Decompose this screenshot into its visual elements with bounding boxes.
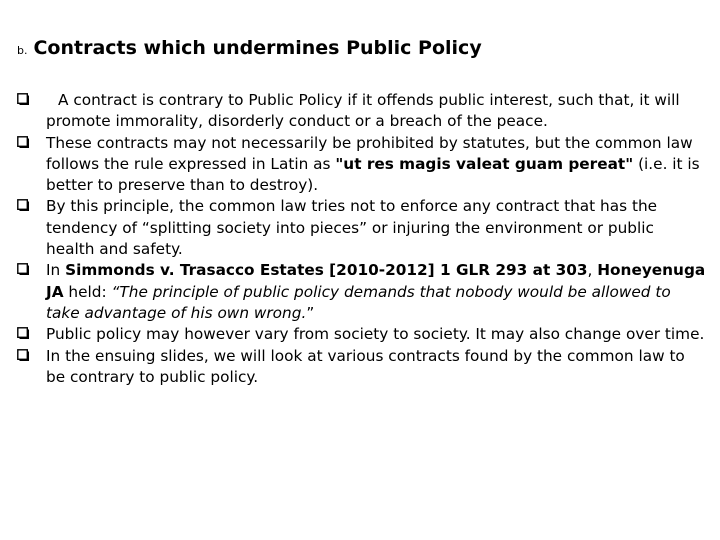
bullet-text: In the ensuing slides, we will look at various contracts found by the common law to be contrary to public policy. xyxy=(46,346,685,386)
latin-maxim: "ut res magis valeat guam pereat" xyxy=(335,154,634,173)
bullet-square-icon xyxy=(17,327,30,340)
bullet-item xyxy=(17,346,707,389)
bullet-square-icon xyxy=(17,199,30,212)
judge-name: Honeyenuga JA xyxy=(46,261,706,301)
case-citation: Simmonds v. Trasacco Estates [2010-2012] 1 GLR 293 at 303 xyxy=(65,261,588,280)
bullet-square-icon xyxy=(17,136,30,149)
slide-heading xyxy=(17,36,482,63)
bullet-square-icon xyxy=(17,349,30,362)
bullet-text: These contracts may not necessarily be prohibited by statutes, but the common law follows the rule expressed in Latin as "ut res magis valeat guam pereat" (i.e. it is better to preserve than to destroy). xyxy=(46,133,700,195)
bullet-text: By this principle, the common law tries not to enforce any contract that has the tendency of “splitting society into pieces” or injuring the environment or public health and safety. xyxy=(46,197,658,259)
bullet-item xyxy=(17,260,707,324)
bullet-text: A contract is contrary to Public Policy if it offends public interest, such that, it will promote immorality, disorderly conduct or a breach of the peace. xyxy=(46,91,680,131)
bullet-square-icon xyxy=(17,93,30,106)
bullet-square-icon xyxy=(17,263,30,276)
bullet-item xyxy=(17,90,707,133)
heading-title: Contracts which undermines Public Policy xyxy=(33,37,482,59)
bullet-list xyxy=(17,90,707,388)
bullet-item xyxy=(17,324,707,345)
bullet-item xyxy=(17,196,707,260)
case-quote: “The principle of public policy demands that nobody would be allowed to take advantage of his own wrong. xyxy=(46,282,671,322)
bullet-item xyxy=(17,133,707,197)
bullet-text: Public policy may however vary from society to society. It may also change over time. xyxy=(46,325,705,344)
bullet-text: In Simmonds v. Trasacco Estates [2010-2012] 1 GLR 293 at 303, Honeyenuga JA held: “The principle of public policy demands that nobody would be allowed to take advantage of his own wrong.” xyxy=(46,261,706,322)
heading-label: b. xyxy=(17,44,28,57)
